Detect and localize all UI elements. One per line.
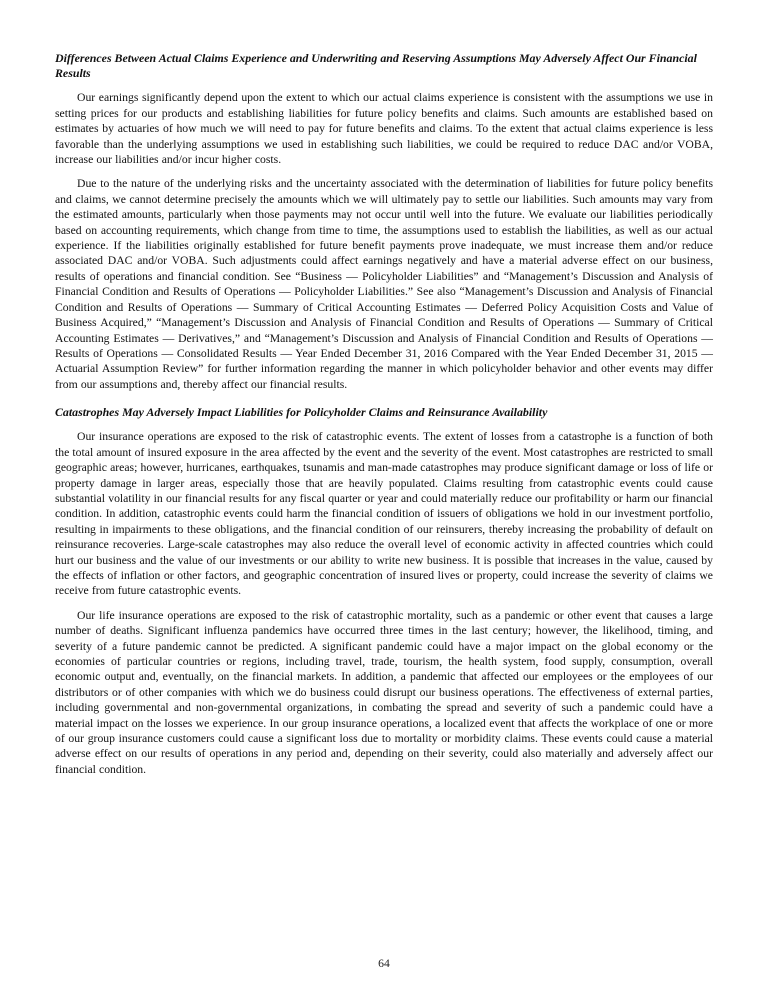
section-heading-claims-experience: Differences Between Actual Claims Experience and Underwriting and Reserving Assumptions May Adversely Affect Our Financial Results <box>55 51 697 81</box>
paragraph-catastrophic-events: Our insurance operations are exposed to the risk of catastrophic events. The extent of losses from a catastrophe is a function of both the total amount of insured exposure in the area affected by the event and the severity of the event. Most catastrophes are restricted to small geographic areas; however, hurricanes, earthquakes, tsunamis and man-made catastrophes may produce significant damage or loss of life or property damage in larger areas, especially those that are heavily populated. Claims resulting from catastrophic events could cause substantial volatility in our financial results for any fiscal quarter or year and could materially reduce our profitability or harm our financial condition. In addition, catastrophic events could harm the financial condition of issuers of obligations we hold in our investment portfolio, resulting in impairments to these obligations, and the financial condition of our reinsurers, thereby increasing the probability of default on reinsurance recoveries. Large-scale catastrophes may also reduce the overall level of economic activity in affected countries which could hurt our business and the value of our investments or our ability to write new business. It is possible that increases in the value, caused by the effects of inflation or other factors, and geographic concentration of insured lives or property, could increase the severity of claims we receive from future catastrophic events. <box>55 430 713 598</box>
paragraph-underlying-risks: Due to the nature of the underlying risks and the uncertainty associated with the determination of liabilities for future policy benefits and claims, we cannot determine precisely the amounts which we will ultimately pay to settle our liabilities. Such amounts may vary from the estimated amounts, particularly when those payments may not occur until well into the future. We evaluate our liabilities periodically based on accounting requirements, which change from time to time, the assumptions used to establish the liabilities, as well as our actual experience. If the liabilities originally established for future benefit payments prove inadequate, we must increase them and/or reduce associated DAC and/or VOBA. Such adjustments could affect earnings negatively and have a material adverse effect on our business, results of operations and financial condition. See “Business — Policyholder Liabilities” and “Management’s Discussion and Analysis of Financial Condition and Results of Operations — Policyholder Liabilities.” See also “Management’s Discussion and Analysis of Financial Condition and Results of Operations — Summary of Critical Accounting Estimates — Deferred Policy Acquisition Costs and Value of Business Acquired,” “Management’s Discussion and Analysis of Financial Condition and Results of Operations — Summary of Critical Accounting Estimates — Derivatives,” and “Management’s Discussion and Analysis of Financial Condition and Results of Operations — Results of Operations — Consolidated Results — Year Ended December 31, 2016 Compared with the Year Ended December 31, 2015 — Actuarial Assumption Review” for further information regarding the manner in which policyholder behavior and other events may differ from our assumptions and, thereby affect our financial results. <box>55 177 713 391</box>
section-heading-catastrophes: Catastrophes May Adversely Impact Liabilities for Policyholder Claims and Reinsurance Availability <box>55 405 548 420</box>
page-number: 64 <box>378 957 390 970</box>
paragraph-earnings-depend: Our earnings significantly depend upon the extent to which our actual claims experience is consistent with the assumptions we use in setting prices for our products and establishing liabilities for future policy benefits and claims. Such amounts are established based on estimates by actuaries of how much we will need to pay for future benefits and claims. To the extent that actual claims experience is less favorable than the underlying assumptions we used in establishing such liabilities, we could be required to reduce DAC and/or VOBA, increase our liabilities and/or incur higher costs. <box>55 91 713 167</box>
paragraph-catastrophic-mortality: Our life insurance operations are exposed to the risk of catastrophic mortality, such as a pandemic or other event that causes a large number of deaths. Significant influenza pandemics have occurred three times in the last century; however, the likelihood, timing, and severity of a future pandemic cannot be predicted. A significant pandemic could have a major impact on the global economy or the economies of particular countries or regions, including travel, trade, tourism, the health system, food supply, consumption, overall economic output and, eventually, on the financial markets. In addition, a pandemic that affected our employees or the employees of our distributors or of other companies with which we do business could disrupt our business operations. The effectiveness of external parties, including governmental and non-governmental organizations, in combating the spread and severity of such a pandemic could have a material impact on the losses we experience. In our group insurance operations, a localized event that affects the workplace of one or more of our group insurance customers could cause a significant loss due to mortality or morbidity claims. These events could cause a material adverse effect on our results of operations in any period and, depending on their severity, could also materially and adversely affect our financial condition. <box>55 608 713 776</box>
page-content <box>55 51 713 786</box>
